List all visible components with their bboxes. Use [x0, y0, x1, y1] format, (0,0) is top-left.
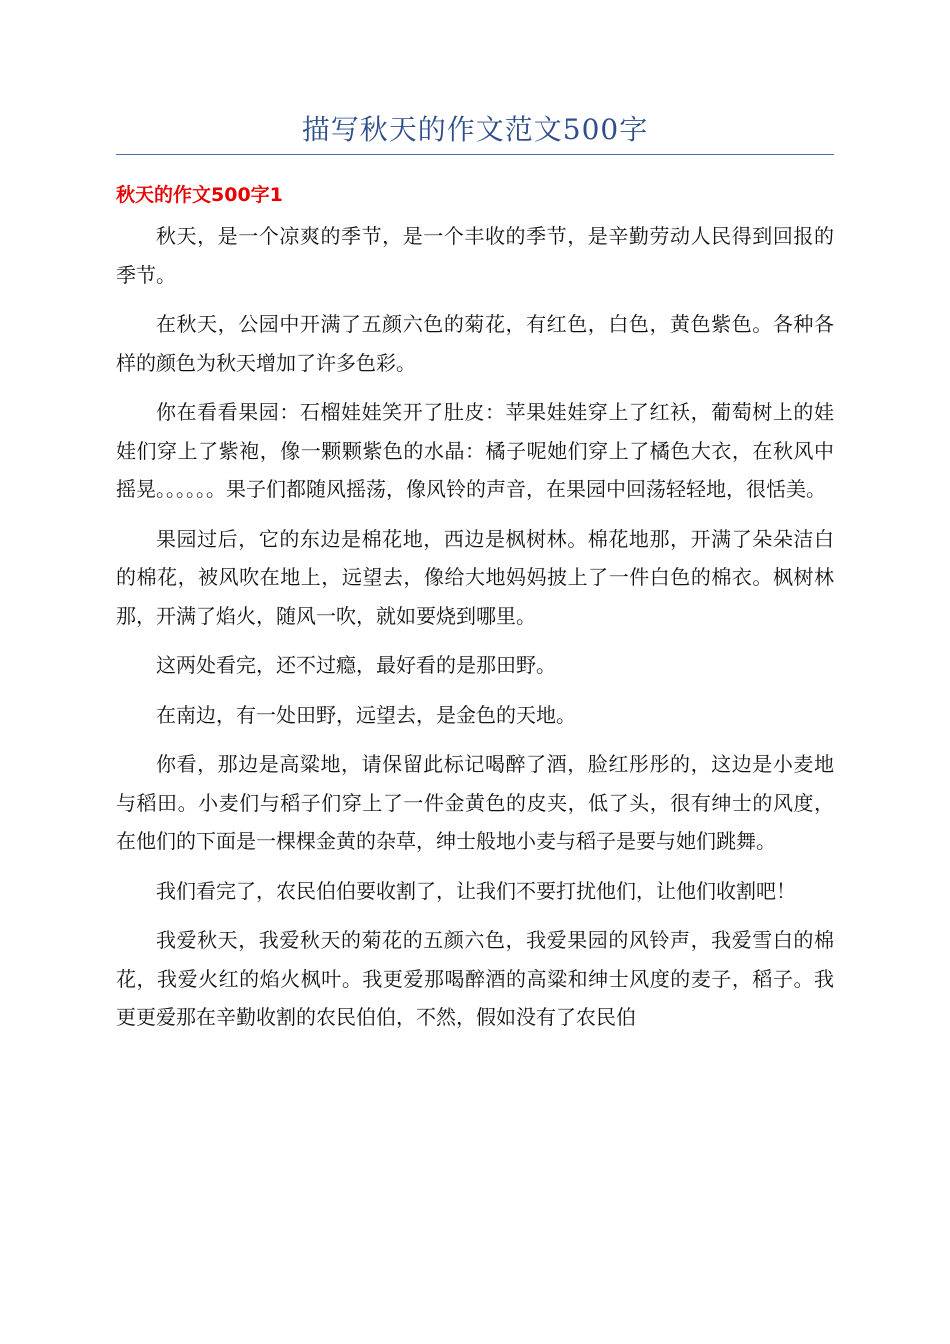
paragraph: 我爱秋天，我爱秋天的菊花的五颜六色，我爱果园的风铃声，我爱雪白的棉花，我爱火红的焰火枫叶。我更爱那喝醉酒的高粱和绅士风度的麦子，稻子。我更更爱那在辛勤收割的农民伯伯，不然，假如没有了农民伯: [116, 928, 834, 1029]
paragraph: 你看，那边是高粱地，请保留此标记喝醉了酒，脸红彤彤的，这边是小麦地与稻田。小麦们与稻子们穿上了一件金黄色的皮夹，低了头，很有绅士的风度，在他们的下面是一棵棵金黄的杂草，绅士般地小麦与稻子是要与她们跳舞。: [116, 752, 834, 853]
document-body: [116, 217, 834, 1048]
document-title: 描写秋天的作文范文500字: [301, 113, 649, 146]
paragraph: 秋天，是一个凉爽的季节，是一个丰收的季节，是辛勤劳动人民得到回报的季节。: [116, 224, 834, 287]
paragraph: 你在看看果园：石榴娃娃笑开了肚皮：苹果娃娃穿上了红袄，葡萄树上的娃娃们穿上了紫袍，像一颗颗紫色的水晶：橘子呢她们穿上了橘色大衣，在秋风中摇晃。。。。。。果子们都随风摇荡，像风铃的声音，在果园中回荡轻轻地，很恬美。: [116, 400, 834, 501]
paragraph: 这两处看完，还不过瘾，最好看的是那田野。: [156, 653, 556, 677]
title-underline: [116, 154, 834, 155]
paragraph: 在秋天，公园中开满了五颜六色的菊花，有红色，白色，黄色紫色。各种各样的颜色为秋天增加了许多色彩。: [116, 312, 834, 375]
paragraph: 我们看完了，农民伯伯要收割了，让我们不要打扰他们，让他们收割吧！: [156, 878, 796, 903]
paragraph: 果园过后，它的东边是棉花地，西边是枫树林。棉花地那，开满了朵朵洁白的棉花，被风吹在地上，远望去，像给大地妈妈披上了一件白色的棉衣。枫树林那，开满了焰火，随风一吹，就如要烧到哪里。: [116, 526, 834, 628]
paragraph: 在南边，有一处田野，远望去，是金色的天地。: [156, 702, 576, 727]
section-heading: 秋天的作文500字1: [116, 184, 283, 206]
